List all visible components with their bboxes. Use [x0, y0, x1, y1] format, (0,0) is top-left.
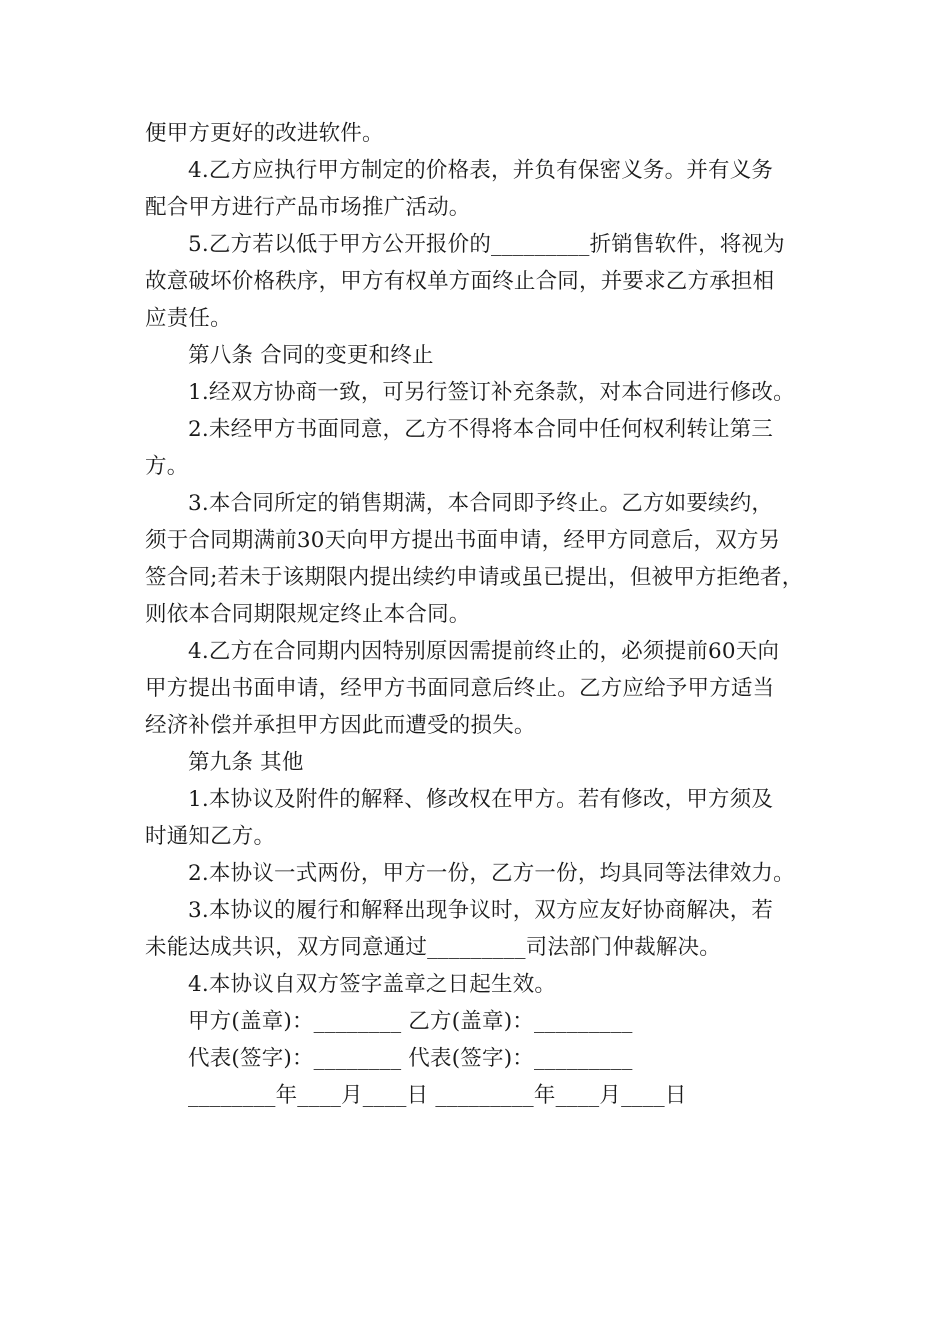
text-line: 签合同;若未于该期限内提出续约申请或虽已提出，但被甲方拒绝者，	[145, 565, 804, 590]
text-line: 方。	[145, 454, 189, 479]
text-line: 经济补偿并承担甲方因此而遭受的损失。	[145, 713, 536, 738]
text-line: 4.乙方应执行甲方制定的价格表，并负有保密义务。并有义务	[188, 158, 774, 183]
signature-line-seal: 甲方(盖章)：________ 乙方(盖章)：_________	[188, 1009, 633, 1034]
signature-line-rep: 代表(签字)：________ 代表(签字)：_________	[188, 1046, 633, 1071]
text-line: 须于合同期满前30天向甲方提出书面申请，经甲方同意后，双方另	[145, 528, 781, 553]
text-line: 3.本合同所定的销售期满，本合同即予终止。乙方如要续约，	[188, 491, 774, 516]
text-line: 时通知乙方。	[145, 824, 276, 849]
text-line: 则依本合同期限规定终止本合同。	[145, 602, 471, 627]
signature-line-date: ________年____月____日 _________年____月____日	[188, 1083, 687, 1108]
text-line: 应责任。	[145, 306, 232, 331]
text-line: 1.经双方协商一致，可另行签订补充条款，对本合同进行修改。	[188, 380, 795, 405]
section-heading: 第八条 合同的变更和终止	[188, 343, 434, 368]
text-line: 5.乙方若以低于甲方公开报价的_________折销售软件，将视为	[188, 232, 785, 257]
text-line: 配合甲方进行产品市场推广活动。	[145, 195, 471, 220]
text-line: 甲方提出书面申请，经甲方书面同意后终止。乙方应给予甲方适当	[145, 676, 775, 701]
text-line: 4.本协议自双方签字盖章之日起生效。	[188, 972, 557, 997]
text-line: 4.乙方在合同期内因特别原因需提前终止的，必须提前60天向	[188, 639, 780, 664]
text-line: 2.未经甲方书面同意，乙方不得将本合同中任何权利转让第三	[188, 417, 774, 442]
text-line: 便甲方更好的改进软件。	[145, 121, 384, 146]
section-heading: 第九条 其他	[188, 750, 304, 775]
text-line: 1.本协议及附件的解释、修改权在甲方。若有修改，甲方须及	[188, 787, 774, 812]
text-line: 故意破坏价格秩序，甲方有权单方面终止合同，并要求乙方承担相	[145, 269, 775, 294]
text-line: 未能达成共识，双方同意通过_________司法部门仲裁解决。	[145, 935, 721, 960]
text-line: 2.本协议一式两份，甲方一份，乙方一份，均具同等法律效力。	[188, 861, 795, 886]
text-line: 3.本协议的履行和解释出现争议时，双方应友好协商解决，若	[188, 898, 774, 923]
